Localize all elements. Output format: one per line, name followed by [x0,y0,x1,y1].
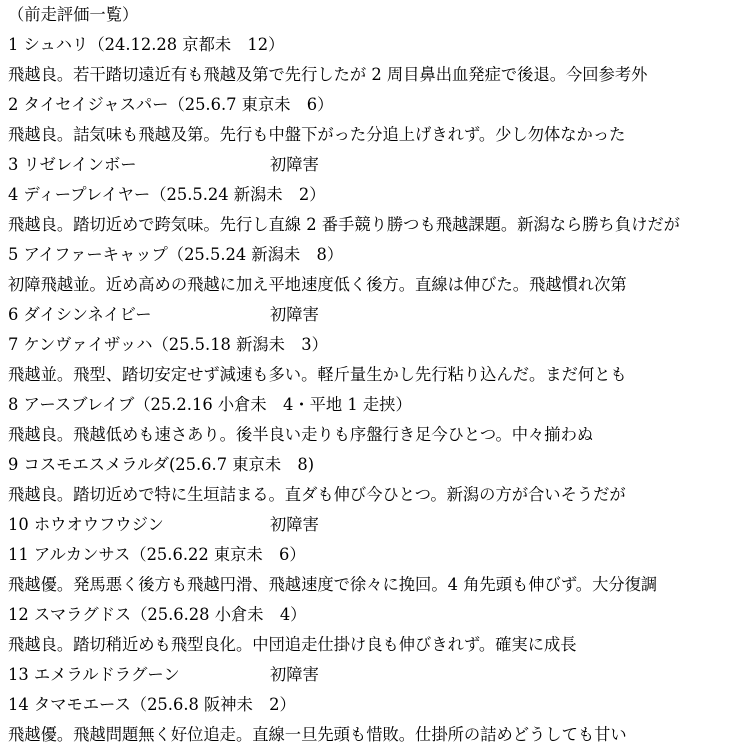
previous-race-info: （25.6.8 阪神未 2） [130,695,296,714]
race-evaluation-document [8,3,730,753]
previous-race-info: （25.5.24 新潟未 2） [150,185,326,204]
previous-race-info: （24.12.28 京都未 12） [88,35,285,54]
evaluation-comment: 飛越並。飛型、踏切安定せず減速も多い。軽斤量生かし先行粘り込んだ。まだ何とも [8,365,627,384]
entry-header [8,243,730,273]
evaluation-comment: 飛越良。若干踏切遠近有も飛越及第で先行したが 2 周目鼻出血発症で後退。今回参考外 [8,65,648,84]
horse-name: 6 ダイシンネイビー [8,305,152,324]
horse-name: 13 エメラルドラグーン [8,665,180,684]
entry-header [8,93,730,123]
previous-race-info: （25.6.28 小倉未 4） [131,605,307,624]
entry-header [8,543,730,573]
entry-header [8,333,730,363]
entry-header [8,453,730,483]
entry-header [8,663,730,693]
evaluation-comment: 飛越良。詰気味も飛越及第。先行も中盤下がった分追上げきれず。少し勿体なかった [8,125,626,144]
debut-status: 初障害 [270,305,319,324]
entry-list [8,33,730,753]
previous-race-info: （25.2.16 小倉未 4・平地 1 走挟） [134,395,412,414]
evaluation-comment: 飛越良。踏切近めで特に生垣詰まる。直ダも伸び今ひとつ。新潟の方が合いそうだが [8,485,626,504]
entry-header [8,33,730,63]
evaluation-comment: 飛越優。発馬悪く後方も飛越円滑、飛越速度で徐々に挽回。4 角先頭も伸びず。大分復調 [8,575,658,594]
horse-name: 12 スマラグドス [8,605,132,624]
horse-name: 4 ディープレイヤー [8,185,151,204]
entry-header [8,183,730,213]
previous-race-info: （25.6.22 東京未 6） [130,545,306,564]
entry-header [8,153,730,183]
entry-header [8,603,730,633]
horse-name: 8 アースブレイブ [8,395,135,414]
evaluation-comment: 初障飛越並。近め高めの飛越に加え平地速度低く後方。直線は伸びた。飛越慣れ次第 [8,275,627,294]
horse-name: 7 ケンヴァイザッハ [8,335,153,354]
evaluation-comment: 飛越良。踏切稍近めも飛型良化。中団追走仕掛け良も伸びきれず。確実に成長 [8,635,577,654]
debut-status: 初障害 [270,665,319,684]
horse-name: 10 ホウオウフウジン [8,515,164,534]
section-title: （前走評価一覧） [8,5,139,24]
debut-status: 初障害 [270,515,319,534]
evaluation-comment: 飛越優。飛越問題無く好位追走。直線一旦先頭も惜敗。仕掛所の詰めどうしても甘い [8,725,627,744]
evaluation-comment: 飛越良。飛越低めも速さあり。後半良い走りも序盤行き足今ひとつ。中々揃わぬ [8,425,594,444]
horse-name: 14 タマモエース [8,695,131,714]
horse-name: 9 コスモエスメラルダ [8,455,169,474]
evaluation-comment: 飛越良。踏切近めで跨気味。先行し直線 2 番手競り勝つも飛越課題。新潟なら勝ち負けだが [8,215,680,234]
horse-name: 3 リゼレインボー [8,155,137,174]
previous-race-info: （25.5.24 新潟未 8） [167,245,344,264]
horse-name: 1 シュハリ [8,35,89,54]
entry-header [8,693,730,723]
previous-race-info: （25.6.7 東京未 6） [168,95,334,114]
debut-status: 初障害 [270,155,319,174]
previous-race-info: （25.5.18 新潟未 3） [152,335,328,354]
previous-race-info: (25.6.7 東京未 8) [168,455,315,474]
horse-name: 5 アイファーキャップ [8,245,168,264]
entry-header [8,303,730,333]
horse-name: 2 タイセイジャスパー [8,95,169,114]
horse-name: 11 アルカンサス [8,545,131,564]
entry-header [8,393,730,423]
entry-header [8,513,730,543]
